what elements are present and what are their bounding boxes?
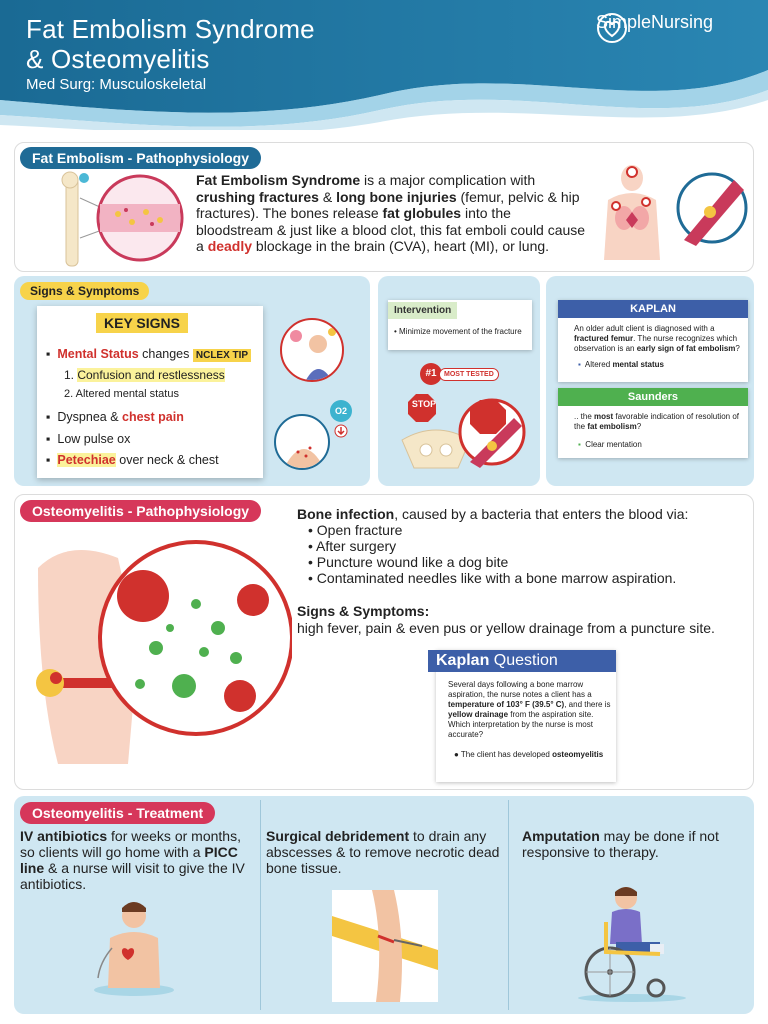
kaplan-answer: ▪ Altered mental status	[578, 360, 665, 369]
list-item: ▪ Petechiae over neck & chest	[46, 453, 219, 467]
oxygen-icon: O2	[330, 400, 352, 422]
kaplan-question: An older adult client is diagnosed with a fractured femur. The nurse recognizes which observation is an early sign of fat embolism?	[574, 324, 740, 353]
bone-fat-globules-illustration	[40, 168, 200, 268]
heart-stethoscope-icon	[596, 12, 628, 44]
list-item: • Contaminated needles like with a bone marrow aspiration.	[308, 570, 677, 586]
list-item: • Puncture wound like a dog bite	[308, 554, 509, 570]
list-item: 1. Confusion and restlessness	[64, 368, 225, 382]
body-organs-illustration	[594, 160, 754, 264]
fat-embolism-description: Fat Embolism Syndrome is a major complication with crushing fractures & long bone injuries (femur, pelvic & hip fractures). The bones release fat globules into the bloodstream & just like a blood clot, this fat emboli could cause a deadly blockage in the brain (CVA), heart (MI), or lung.	[196, 172, 586, 254]
treatment-iv-antibiotics: IV antibiotics for weeks or months, so clients will go home with a PICC line & a nurse will visit to give the IV antibiotics.	[20, 828, 245, 892]
list-item: ▪ Dyspnea & chest pain	[46, 410, 184, 424]
list-item: • After surgery	[308, 538, 397, 554]
osteomyelitis-signs-title: Signs & Symptoms:	[297, 603, 430, 619]
list-item: ▪ Mental Status changes NCLEX TIP	[46, 347, 251, 361]
saunders-question: .. the most favorable indication of resolution of the fat embolism?	[574, 412, 739, 431]
signs-symptoms-label: Signs & Symptoms	[20, 282, 149, 300]
arrow-down-icon	[334, 424, 348, 438]
list-item: ▪ Low pulse ox	[46, 432, 131, 446]
picc-line-patient-illustration	[90, 898, 180, 998]
chest-petechiae-illustration	[274, 414, 330, 470]
confused-person-illustration	[280, 318, 344, 382]
list-item: 2. Altered mental status	[64, 388, 179, 400]
saunders-title: Saunders	[558, 388, 748, 406]
osteomyelitis-label: Osteomyelitis - Pathophysiology	[20, 500, 261, 522]
treatment-label: Osteomyelitis - Treatment	[20, 802, 215, 824]
brand-name: SimpleNursing	[596, 12, 714, 32]
column-divider	[508, 800, 509, 1010]
kaplan-answer-2: ● The client has developed osteomyelitis	[454, 750, 604, 759]
most-tested-badge: #1 MOST TESTED	[420, 364, 499, 384]
wheelchair-amputation-illustration	[576, 882, 688, 1002]
page-subtitle: Med Surg: Musculoskeletal	[26, 76, 207, 93]
page-header	[0, 0, 768, 130]
column-divider	[260, 800, 261, 1010]
nclex-tip-badge: NCLEX TIP	[193, 349, 251, 362]
kaplan-question-title: Kaplan Question	[428, 650, 616, 672]
intervention-label: Intervention	[388, 302, 457, 319]
kaplan-question-2: Several days following a bone marrow aspiration, the nurse notes a client has a temperature of 103° F (39.5° C), and there is yellow drainage from the aspiration site. Which interpretation by the nurse is most accurate?	[448, 680, 611, 739]
key-signs-title: KEY SIGNS	[96, 313, 188, 333]
brand-logo	[596, 12, 713, 33]
page-title: Fat Embolism Syndrome & Osteomyelitis	[26, 14, 315, 74]
surgical-debridement-illustration	[332, 890, 438, 1002]
kaplan-title: KAPLAN	[558, 300, 748, 318]
stop-sign-text: STOP	[411, 399, 437, 409]
list-item: • Open fracture	[308, 522, 403, 538]
osteomyelitis-intro: Bone infection, caused by a bacteria that enters the blood via:	[297, 506, 689, 522]
infected-bone-bacteria-illustration	[28, 528, 292, 764]
treatment-amputation: Amputation may be done if not responsive to therapy.	[522, 828, 719, 860]
saunders-answer: ▪ Clear mentation	[578, 440, 642, 449]
osteomyelitis-signs-text: high fever, pain & even pus or yellow drainage from a puncture site.	[297, 620, 715, 636]
fat-embolism-label: Fat Embolism - Pathophysiology	[20, 147, 261, 169]
treatment-surgical-debridement: Surgical debridement to drain any abscesses & to remove necrotic dead bone tissue.	[266, 828, 500, 876]
list-item: • Minimize movement of the fracture	[394, 327, 522, 336]
